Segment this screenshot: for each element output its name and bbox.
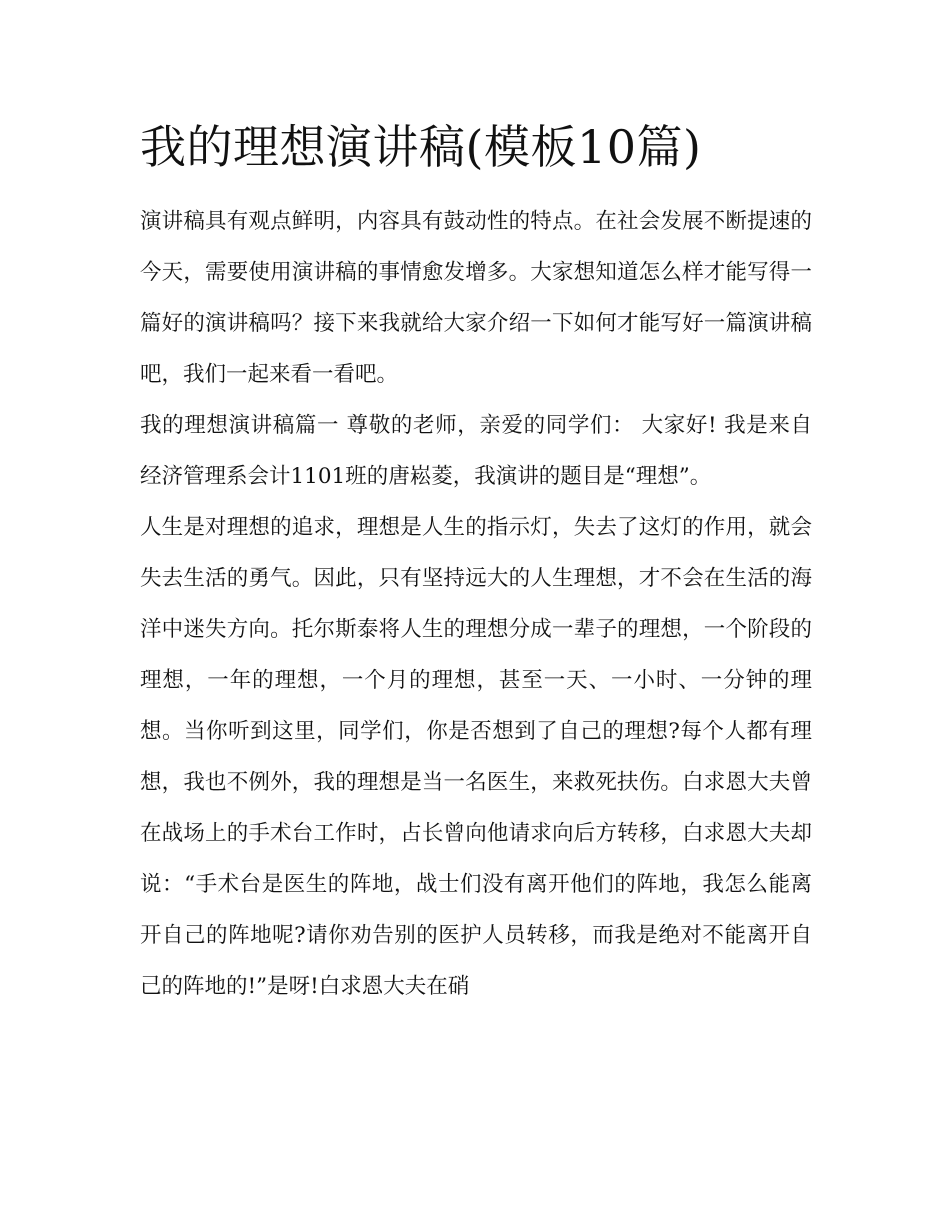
document-title: 我的理想演讲稿(模板10篇) [140,120,702,174]
intro-paragraph: 演讲稿具有观点鲜明，内容具有鼓动性的特点。在社会发展不断提速的今天，需要使用演讲稿的事情愈发增多。大家想知道怎么样才能写得一篇好的演讲稿吗？接下来我就给大家介绍一下如何才能写好一篇演讲稿吧，我们一起来看一看吧。 [140,209,812,387]
speech-body-paragraph: 人生是对理想的追求，理想是人生的指示灯，失去了这灯的作用，就会失去生活的勇气。因此，只有坚持远大的人生理想，才不会在生活的海洋中迷失方向。托尔斯泰将人生的理想分成一辈子的理想，一个阶段的理想，一年的理想，一个月的理想，甚至一天、一小时、一分钟的理想。当你听到这里，同学们，你是否想到了自己的理想?每个人都有理想，我也不例外，我的理想是当一名医生，来救死扶伤。白求恩大夫曾在战场上的手术台工作时，占长曾向他请求向后方转移，白求恩大夫却说：“手术台是医生的阵地，战士们没有离开他们的阵地，我怎么能离开自己的阵地呢?请你劝告别的医护人员转移，而我是绝对不能离开自己的阵地的!”是呀!白求恩大夫在硝 [140,515,812,999]
document-page [140,112,812,1012]
speech-opening-paragraph: 我的理想演讲稿篇一 尊敬的老师，亲爱的同学们： 大家好! 我是来自经济管理系会计1101班的唐崧菱，我演讲的题目是“理想”。 [140,413,812,489]
